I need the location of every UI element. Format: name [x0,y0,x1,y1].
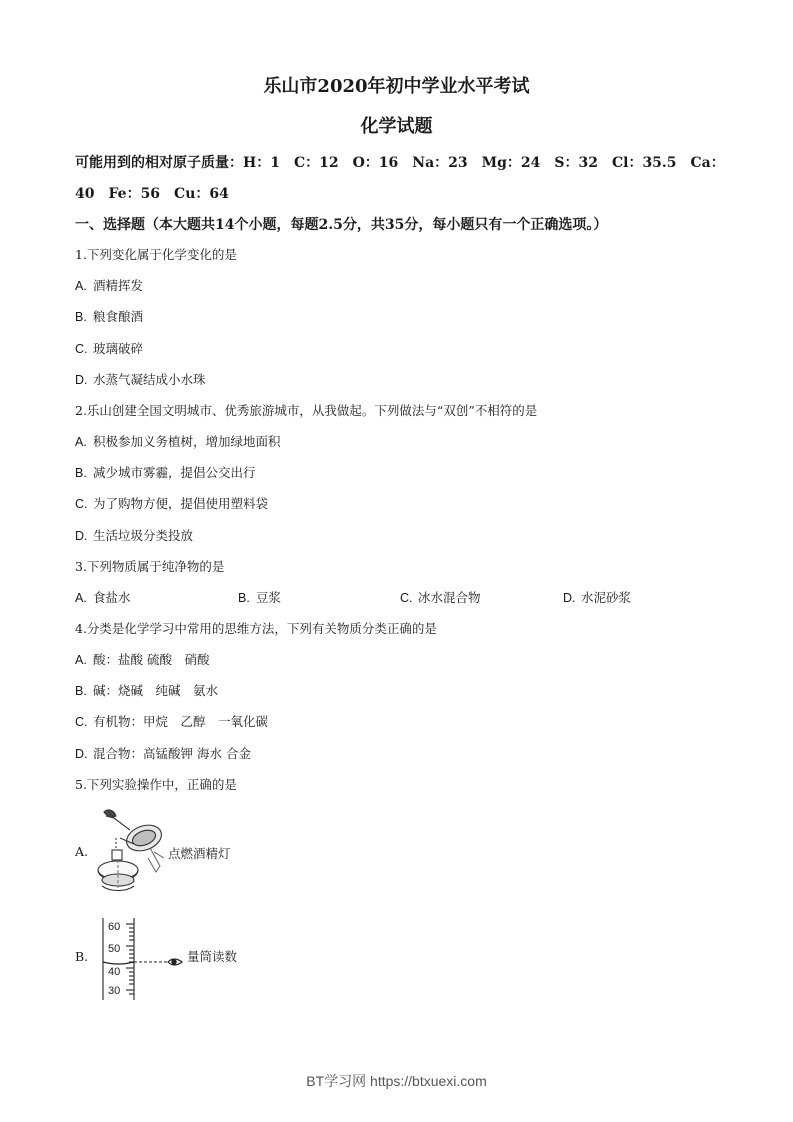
question-option: B. 粮食酿酒 [75,309,144,324]
question-stem: 3.下列物质属于纯净物的是 [75,559,225,574]
question-option: B. 豆浆 [238,590,282,605]
question-option: C. 冰水混合物 [400,590,481,605]
question-option: C. 为了购物方便，提倡使用塑料袋 [75,496,269,511]
question-option: D. 水蒸气凝结成小水珠 [75,372,206,387]
question-option-label: B. [75,949,89,964]
option-caption: 点燃酒精灯 [168,846,231,861]
section-heading: 一、选择题（本大题共14个小题，每题2.5分，共35分，每小题只有一个正确选项。） [75,217,608,233]
question-stem: 1.下列变化属于化学变化的是 [75,247,237,262]
question-option: C. 有机物：甲烷 乙醇 一氧化碳 [75,714,269,729]
footer-watermark: BT学习网 https://btxuexi.com [306,1073,487,1089]
question-option: B. 碱：烧碱 纯碱 氨水 [75,683,219,698]
question-option: D. 水泥砂浆 [563,590,632,605]
question-option: B. 减少城市雾霾，提倡公交出行 [75,465,256,480]
page-title: 乐山市2020年初中学业水平考试 [263,76,530,97]
cylinder-tick-label: 40 [108,966,121,978]
atomic-mass-line-2: 40 Fe：56 Cu：64 [75,186,229,202]
question-option: A. 食盐水 [75,590,131,605]
question-option-label: A. [75,844,89,859]
cylinder-tick-label: 60 [108,921,121,933]
question-stem: 5.下列实验操作中，正确的是 [75,777,237,792]
alcohol-lamp-illustration [94,808,172,894]
graduated-cylinder-illustration [100,916,190,1002]
question-option: A. 酒精挥发 [75,278,144,293]
question-option: A. 酸：盐酸 硫酸 硝酸 [75,652,210,667]
question-option: A. 积极参加义务植树，增加绿地面积 [75,434,281,449]
question-stem: 4.分类是化学学习中常用的思维方法，下列有关物质分类正确的是 [75,621,437,636]
question-option: C. 玻璃破碎 [75,341,144,356]
page-subtitle: 化学试题 [360,116,433,137]
question-stem: 2.乐山创建全国文明城市、优秀旅游城市，从我做起。下列做法与“双创”不相符的是 [75,403,538,418]
cylinder-tick-label: 50 [108,943,121,955]
question-option: D. 生活垃圾分类投放 [75,528,194,543]
option-caption: 量筒读数 [187,949,238,964]
atomic-mass-line-1: 可能用到的相对原子质量：H：1 C：12 O：16 Na：23 Mg：24 S：32 Cl：35.5 Ca： [75,155,725,171]
question-option: D. 混合物：高锰酸钾 海水 合金 [75,746,251,761]
cylinder-tick-label: 30 [108,985,121,997]
